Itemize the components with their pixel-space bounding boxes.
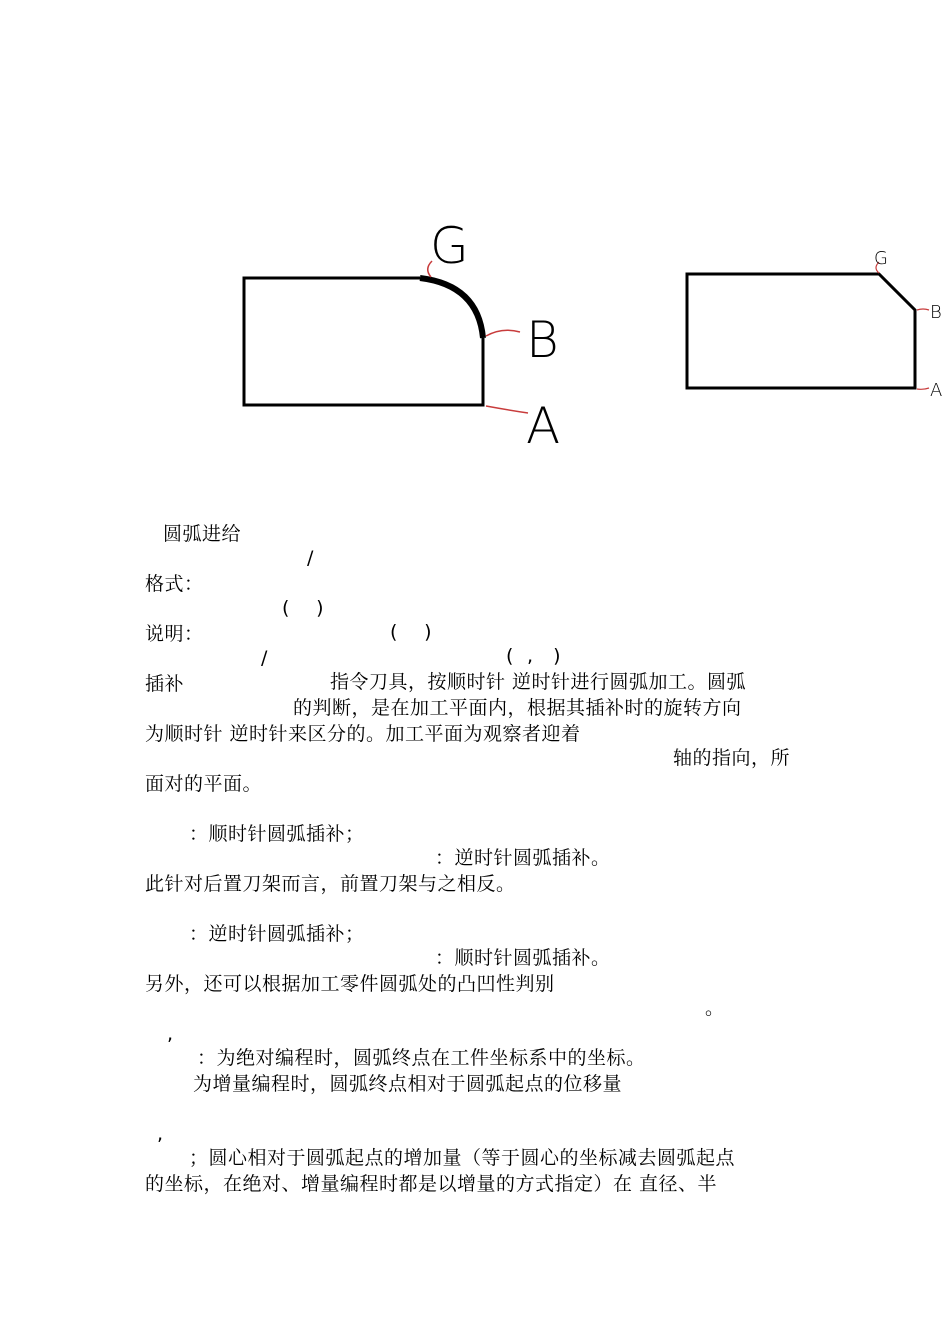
part-outline-chamfer xyxy=(687,274,915,388)
slash: / xyxy=(261,647,268,669)
text-seg: 面对的平面。 xyxy=(145,773,263,795)
text-line-6 xyxy=(145,748,263,796)
text-seg: ：逆时针圆弧插补。 xyxy=(435,847,611,869)
pointer-a xyxy=(486,406,528,413)
heading-arc-feed: 圆弧进给 xyxy=(163,523,242,545)
text-seg: 此针对后置刀架而言，前置刀架与之相反。 xyxy=(145,873,516,895)
text-seg: ：顺时针圆弧插补； xyxy=(189,823,365,845)
text-seg: 为增量编程时，圆弧终点相对于圆弧起点的位移量 xyxy=(193,1073,623,1095)
text-seg: 。 xyxy=(705,997,725,1019)
text-seg: ；圆心相对于圆弧起点的增加量（等于圆心的坐标减去圆弧起点 xyxy=(189,1147,736,1169)
text-line-8 xyxy=(145,848,516,896)
text-seg: 的判断，是在加工平面内，根据其插补时的旋转方向 xyxy=(293,697,742,719)
label-a: A xyxy=(930,380,943,400)
pointer-b xyxy=(486,330,520,336)
label-g: G xyxy=(430,217,469,275)
note-text: 指令刀具，按顺时针 逆时针进行圆弧加工。圆弧 xyxy=(330,671,747,693)
format-label: 格式： xyxy=(145,573,204,595)
text-seg: 另外，还可以根据加工零件圆弧处的凸凹性判别 xyxy=(145,973,555,995)
format-paren-3: ( , ) xyxy=(506,645,562,667)
format-paren-1: ( ) xyxy=(282,597,324,619)
label-g: G xyxy=(874,248,888,269)
figure-arc-corner xyxy=(230,205,590,460)
format-paren-2: ( ) xyxy=(390,621,432,643)
text-seg: ：顺时针圆弧插补。 xyxy=(435,947,611,969)
text-seg: , xyxy=(167,1023,174,1045)
text-seg: 的坐标，在绝对、增量编程时都是以增量的方式指定）在 直径、半 xyxy=(145,1173,718,1195)
part-outline xyxy=(244,278,483,405)
text-seg: ：逆时针圆弧插补； xyxy=(189,923,365,945)
text-seg: 插补 xyxy=(145,673,185,695)
text-seg: 为顺时针 逆时针来区分的。加工平面为观察者迎着 xyxy=(145,723,581,745)
label-b: B xyxy=(930,302,942,323)
text-seg: 轴的指向，所 xyxy=(673,747,791,769)
label-a: A xyxy=(526,397,561,455)
slash: / xyxy=(307,547,314,569)
label-b: B xyxy=(526,311,559,369)
text-seg: , xyxy=(157,1123,164,1145)
pointer-b xyxy=(917,309,929,310)
pointer-a xyxy=(917,388,929,389)
note-label: 说明： xyxy=(145,623,204,645)
figure-chamfer-corner xyxy=(675,240,950,400)
arc-path xyxy=(420,278,483,338)
text-seg: ：为绝对编程时，圆弧终点在工件坐标系中的坐标。 xyxy=(197,1047,646,1069)
